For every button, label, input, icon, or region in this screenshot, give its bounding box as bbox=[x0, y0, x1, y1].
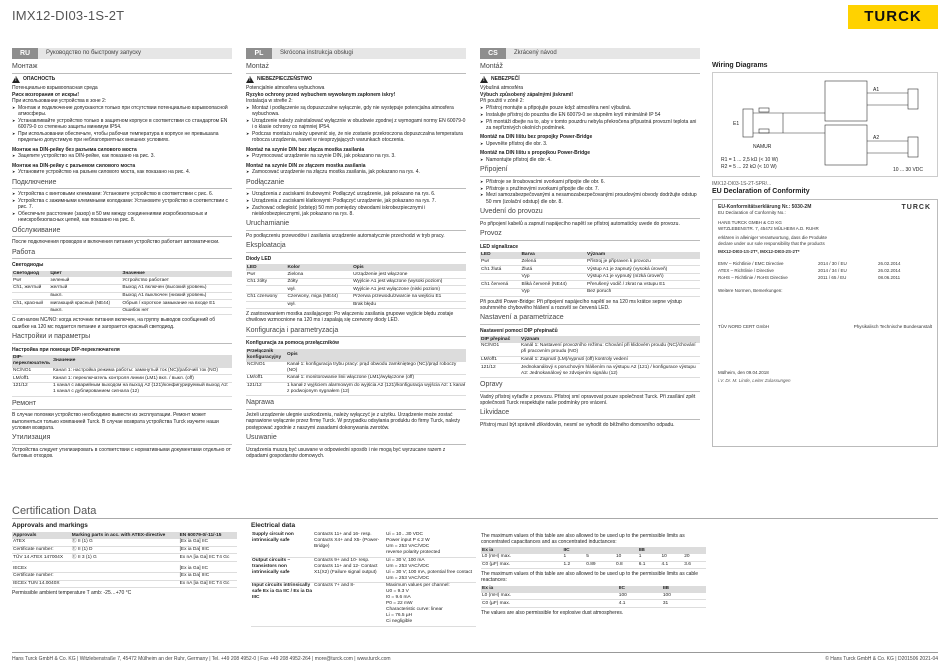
table-row: Ch1 žlutá Žlutá Výstup A1 je zapnutý (vysoká úroveň) bbox=[480, 266, 700, 274]
ops-note: Při použití Power-Bridge: Při připojení napájecího napětí se na 120 ms krátce sepne výstup souhrnného chybového hlášení a rozsvítí se červená LED. bbox=[480, 298, 682, 311]
list-item: ➤ Montaż i podłączenie są dopuszczalne wyłącznie, gdy nie występuje potencjalna atmosfera wybuchowa. bbox=[246, 105, 466, 118]
table-row: Ch1 czerwony Czerwony, miga (NE44) Przerwa przewodu/zwarcie na wejściu E1 bbox=[246, 293, 466, 301]
repair-heading: Opravy bbox=[480, 381, 700, 392]
settings-subheading: Konfiguracja za pomocą przełączników bbox=[246, 340, 340, 347]
table-row: Output circuits – transistors non intrinsically safe Contacts 9+ and 10- resp. Contacts 11+ and 12- Contact X1(X2) (Failure signal output) Ui = 30 V, 100 mA Um = 253 VAC/VDC Ui = 30 V; 100 mA, potential free contact Um = 253 VAC/VDC bbox=[251, 557, 476, 583]
list-item: ➤ Mezi samozabezpečovanými a nesamozabezpečovanými proudovými obvody dodržujte odstup 50 mm (izolační odstup) dle obr. 8. bbox=[480, 192, 700, 205]
connect-heading: Подключение bbox=[12, 179, 232, 190]
connect-heading: Připojení bbox=[480, 166, 700, 177]
danger-line: Potencjalnie atmosfera wybuchowa bbox=[246, 84, 325, 91]
table-row: ATEX Ⓔ II (1) G [Ex ia Ga] IIC bbox=[12, 539, 237, 546]
table-row: TÜV 14 ATEX 147004X Ⓔ II 3 (1) G Ex nA [ia Ga] IIC T4 Gc bbox=[12, 554, 237, 562]
danger-label: ! ОПАСНОСТЬ bbox=[12, 76, 232, 83]
table-row: IECEx [Ex ia Ga] IIC bbox=[12, 561, 237, 572]
table-row: L0 (mH) max. 1 5 10 1 10 20 bbox=[481, 554, 706, 561]
service-heading: Uruchamianie bbox=[246, 220, 466, 231]
wiring-diagram bbox=[712, 72, 938, 177]
list-item: ➤ Устройства с винтовыми клеммами: Установите устройство в соответствии с рис. 6. bbox=[12, 191, 232, 197]
dip-table: DIP-переключатель Значение NC/NO1 Канал 1: настройка режима работы: замкнутый ток (NC)/рабочий ток (NO) LM/off1 Канал 1: переключатель контроля линии (LM1) вкл. / выкл. (off) 121/12 1 канал с аварийным выходом на выход A2 (121)/конфигурируемый выход A2: 1 канал с дублированием сигнала (12) bbox=[12, 355, 232, 397]
eu-notified: Weitere Normen, Bemerkungen: bbox=[718, 288, 783, 294]
footer-copyright: © Hans Turck GmbH & Co. KG | D201506 2021-04 bbox=[825, 656, 938, 662]
settings-heading: Nastavení a parametrizace bbox=[480, 314, 700, 325]
table-row: Vyp Bez poruch bbox=[480, 289, 700, 297]
montage-heading: Montáž bbox=[480, 63, 700, 74]
table-row: Vyp Výstup A1 je vypnutý (nízká úroveň) bbox=[480, 273, 700, 281]
mount2-heading: Montáž na DIN lištu s propojkou Power-Bridge bbox=[480, 150, 591, 156]
namur-label: NAMUR bbox=[753, 144, 772, 150]
repair-text: В случае поломки устройство необходимо вывести из эксплуатации. Ремонт может выполняться только компанией Turck. В случае возврата устройства Turck изучите наши условия возврата. bbox=[12, 412, 219, 431]
service-text: После подключения проводов и включения питания устройство работает автоматически. bbox=[12, 239, 220, 246]
eu-heading-en: EU Declaration of Conformity No.: bbox=[718, 210, 786, 216]
approvals-section bbox=[12, 522, 237, 597]
danger-line: Потенциально взрывоопасная среда bbox=[12, 84, 98, 91]
repair-heading: Naprawa bbox=[246, 399, 466, 410]
lang-subtitle: Zkrácený návod bbox=[514, 49, 557, 56]
danger-line: Instalacja w strefie 2: bbox=[246, 98, 293, 105]
table-row: wył. Wyjście A1 jest wyłączone (niski poziom) bbox=[246, 286, 466, 294]
repair-text: Vadný přístroj vyřaďte z provozu. Přístroj smí opravovat pouze společnost Turck. Při zasílání zpět společnosti Turck respektujte naše podmínky pro vrácení. bbox=[480, 393, 696, 406]
settings-heading: Konfiguracja i parametryzacja bbox=[246, 327, 466, 338]
danger-label: ! NIEBEZPIECZEŃSTWO bbox=[246, 76, 466, 83]
list-item: ➤ При использовании обеспечьте, чтобы рабочая температура в корпусе не превышала предельно допустимую при неблагоприятных внешних условиях. bbox=[12, 131, 232, 144]
ops-heading: Provoz bbox=[480, 230, 700, 241]
eu-signature: i.V. Dr. M. Linde, Leiter Zulassungen bbox=[718, 378, 791, 384]
list-item: ➤ Устройства с зажимными клеммными колодками: Установите устройство в соответствии с рис. 7. bbox=[12, 198, 232, 211]
eu-place: Mülheim, den 09.04.2018 bbox=[718, 369, 769, 375]
a2-label: A2 bbox=[873, 135, 880, 141]
list-item: ➤ Обеспечьте расстояние (зазор) в 50 мм между соединениями искробезопасных и неискробезопасных цепей, как показано на рис. 8. bbox=[12, 211, 232, 224]
dip-table: Przełącznik konfiguracyjny Opis NC/NO1 Kanał 1: konfiguracja trybu pracy: prąd obwodu zamkniętego (NC)/prąd roboczy (NO) LM/off1 Kanał 1: monitorowanie linii włączone (LM1)/wyłączone (off) 121/12 1 kanał z wyjściem alarmowym do wyjścia A2 (121)/konfiguracja wyjścia A2: 1 kanał z podwojonym sygnałem (12) bbox=[247, 349, 465, 395]
led-table: Светодиод Цвет Значение Pwr зеленый Устройство работает Ch1, желтый желтый Выход A1 включен (высокий уровень) выкл. Выход A1 выключен (низкий уровень) Ch1, красный мигающий красный (NE44) Обрыв / короткое замыкание на входе E1 выкл. Ошибок нет bbox=[12, 271, 232, 316]
r2-label: R2 = 5 ... 22 kΩ (< 10 W) bbox=[721, 164, 777, 170]
connect-list bbox=[480, 179, 700, 205]
table-row: Pwr Zelená Přístroj je připraven k provozu bbox=[480, 259, 700, 266]
connect-heading: Podłączanie bbox=[246, 179, 466, 190]
table-row: Ch1, красный мигающий красный (NE44) Обрыв / короткое замыкание на входе E1 bbox=[12, 300, 232, 308]
table-row: LM/off1 Kanál 1: Zapnutí (LM)/vypnutí (off) kontroly vedení bbox=[480, 356, 700, 364]
mount2-heading: Монтаж на DIN-рейку с разъемом силового моста bbox=[12, 162, 136, 169]
service-text: Po podłączeniu przewodów i zasilania urządzenie automatycznie przechodzi w tryb pracy. bbox=[246, 233, 445, 239]
turck-logo: TURCK bbox=[848, 5, 938, 29]
danger-line: При использовании устройства в зоне 2: bbox=[12, 98, 107, 105]
table-row: LM/off1 Канал 1: переключатель контроля линии (LM1) вкл. / выкл. (off) bbox=[12, 375, 232, 383]
montage-heading: Монтаж bbox=[12, 63, 232, 74]
table-row: wył. Brak błędu bbox=[246, 301, 466, 309]
danger-line: Při použití v zóně 2: bbox=[480, 98, 524, 105]
warning-icon bbox=[480, 76, 488, 83]
list-item: ➤ Při montáži dbejte na to, aby v tomto pouzdru nebyla překročena přípustná provozní teplota ani za nepříznivých okolních podmínek. bbox=[480, 119, 700, 132]
electrical-title: Electrical data bbox=[251, 522, 296, 529]
lang-code: CS bbox=[480, 48, 506, 59]
maxv-text-2: The maximum values of this table are also allowed to be used up to the permissible limits as cable reactances: bbox=[481, 571, 699, 584]
eu-company: HANS TURCK GMBH & CO KG bbox=[718, 219, 782, 225]
eu-turck-logo: TURCK bbox=[901, 204, 931, 211]
connect-list bbox=[12, 191, 232, 223]
danger-line: Риск возгорания от искры! bbox=[12, 91, 79, 98]
eu-statement-en: declare under our sole responsibility that the products bbox=[718, 240, 825, 246]
danger-label: ! NEBEZPEČÍ bbox=[480, 76, 700, 83]
eu-directive-row: EMV – Richtlinie / EMC Directive 2014 / 30 / EU 26.02.2014 bbox=[718, 261, 901, 266]
ops-subheading: Diody LED bbox=[246, 256, 272, 262]
table-row: Certificate number: Ⓔ II (1) D [Ex ia Da] IIIC bbox=[12, 546, 237, 554]
document-title: IMX12-DI03-1S-2T bbox=[12, 8, 125, 23]
table-row: LM/off1 Kanał 1: monitorowanie linii włączone (LM1)/wyłączone (off) bbox=[246, 375, 466, 383]
connect-list bbox=[246, 191, 466, 217]
ops-heading: Eksploatacja bbox=[246, 242, 466, 253]
wiring-caption: IMX12-DI03-1S-2T-SPR/... bbox=[712, 181, 772, 187]
service-heading: Обслуживание bbox=[12, 227, 232, 238]
eu-product: IMX12-DI03-1S-2T*, IMX12-DI03-2S-2T* bbox=[718, 249, 800, 255]
settings-subheading: Nastavení pomocí DIP přepínačů bbox=[480, 327, 558, 334]
lang-bar-pl bbox=[246, 48, 466, 59]
ops-note: Z zastosowaniem mostka zasilającego: Po włączeniu zasilania grupowe wyjście błędu zostaje chwilowo wzmocnione na 120 ms i zapalają się czerwony diody LED. bbox=[246, 311, 454, 324]
lang-bar-cs bbox=[480, 48, 700, 59]
service-heading: Uvedení do provozu bbox=[480, 208, 700, 219]
table-row: Ch1 żółty Żółty Wyjście A1 jest włączone (wysoki poziom) bbox=[246, 278, 466, 286]
table-row: NC/NO1 Канал 1: настройка режима работы: замкнутый ток (NC)/рабочий ток (NO) bbox=[12, 368, 232, 375]
danger-line: Výbuch způsobený zápalnými jiskrami! bbox=[480, 91, 574, 98]
eu-decl-title: EU Declaration of Conformity bbox=[712, 188, 810, 195]
list-item: ➤ Namontujte přístroj dle obr. 4. bbox=[480, 157, 700, 163]
list-item: ➤ Urządzenia z zaciskami klatkowymi: Podłączyć urządzenie, jak pokazano na rys. 7. bbox=[246, 198, 466, 204]
list-item: ➤ Přístroje se šroubovacími svorkami připojte dle obr. 6. bbox=[480, 179, 700, 185]
mount1-heading: Montaż na szynie DIN bez złącza mostka zasilania bbox=[246, 146, 365, 153]
list-item: ➤ Установите устройство на разъем силового моста, как показано на рис. 4. bbox=[12, 169, 232, 175]
table-row: NC/NO1 Kanał 1: konfiguracja trybu pracy: prąd obwodu zamkniętego (NC)/prąd roboczy (NO) bbox=[246, 362, 466, 375]
ops-subheading: Светодиоды bbox=[12, 262, 44, 269]
eu-address: WITZLEBENSTR. 7, 45472 MÜLHEIM A.D. RUHR bbox=[718, 225, 819, 231]
list-item: ➤ Зацепите устройство на DIN-рейке, как показано на рис. 3. bbox=[12, 153, 232, 159]
table-row: Certificate number: [Ex ia Da] IIIC bbox=[12, 573, 237, 581]
electrical-section bbox=[251, 522, 476, 629]
eu-directive-row: RoHS – Richtlinie / RoHS Directive 2011 / 65 / EU 08.06.2011 bbox=[718, 274, 901, 280]
list-item: ➤ Przymocować urządzenie na szynie DIN, jak pokazano na rys. 3. bbox=[246, 153, 466, 159]
footer-address: Hans Turck GmbH & Co. KG | Witzlebenstraße 7, 45472 Mülheim an der Ruhr, Germany | Tel. +49 208 4952-0 | Fax +49 208 4952-264 | more@turck.com | www.turck.com bbox=[12, 656, 391, 662]
repair-heading: Ремонт bbox=[12, 400, 232, 411]
eu-body-2: Physikalisch Technische Bundesanstalt bbox=[853, 323, 932, 329]
dip-table: DIP přepínač Význam NC/NO1 Kanál 1: Nastavení provozního režimu: Chování při klidovém proudu (NC)/chování při pracovním proudu (NO) LM/off1 Kanál 1: Zapnutí (LM)/vypnutí (off) kontroly vedení 121/12 Jednokanálový s poruchovým hlášením na výstupu A2 (121) / konfigurace výstupu A2: Jednokanálový se zdvojením signálu (12) bbox=[480, 336, 700, 378]
mount1-heading: Монтаж на DIN-рейку без разъема силового моста bbox=[12, 146, 137, 153]
mount2-heading: Montaż na szynie DIN ze złączem mostka zasilania bbox=[246, 162, 366, 169]
warning-icon bbox=[12, 76, 20, 83]
danger-list bbox=[12, 105, 232, 144]
maxv-table-2: Ex ia IIC IIB L0 (mH) max. 100 100 C0 (µF) max. 4.1 31 bbox=[481, 586, 706, 608]
table-row: L0 (mH) max. 100 100 bbox=[481, 593, 706, 600]
table-row: выкл. Ошибок нет bbox=[12, 307, 232, 315]
danger-list bbox=[246, 105, 466, 144]
list-item: ➤ Монтаж и подключение допускаются только при отсутствии потенциально взрывоопасной атмосферы. bbox=[12, 105, 232, 118]
danger-line: Výbušná atmosféra bbox=[480, 84, 524, 91]
approvals-table: Approvals Marking parts in acc. with ATEX-directive EN 60079-0/-11/-15 ATEX Ⓔ II (1) G [Ex ia Ga] IIC Certificate number: Ⓔ II (1) D [Ex ia Da] IIIC TÜV 14 ATEX 147004X Ⓔ II 3 (1) G Ex nA [ia Ga] IIC T4 Gc IECEx [Ex ia Ga] IIC Certificate number: [Ex ia Da] IIIC IECEx TUN 14.0040X Ex nA [ia Ga] IIC T4 Gc bbox=[12, 532, 237, 588]
table-row: C0 (µF) max. 1.2 0.89 0.8 6.1 4.1 3.6 bbox=[481, 561, 706, 569]
led-table: LED Kolor Opis Pwr Zielona Urządzenie jest włączone Ch1 żółty Żółty Wyjście A1 jest włączone (wysoki poziom) wył. Wyjście A1 jest wyłączone (niski poziom) Ch1 czerwony Czerwony, miga (NE44) Przerwa przewodu/zwarcie na wejściu E1 wył. Brak błędu bbox=[246, 264, 466, 309]
disposal-text: Urządzenia muszą być usuwane w odpowiedni sposób i nie mogą być wyrzucane razem z odpadami gospodarstw domowych. bbox=[246, 446, 446, 459]
table-row: NC/NO1 Kanál 1: Nastavení provozního režimu: Chování při klidovém proudu (NC)/chování při pracovním proudu (NO) bbox=[480, 343, 700, 356]
max-values-section bbox=[481, 532, 706, 617]
volts-label: 10 ... 30 VDC bbox=[893, 167, 924, 173]
wiring-title: Wiring Diagrams bbox=[712, 62, 768, 69]
ops-note: С сигналом NC/NO: когда источник питания включен, на группу выводов сообщений об ошибке на 120 мс подается питание и загорается красный светодиод. bbox=[12, 317, 216, 330]
table-row: Pwr Zielona Urządzenie jest włączone bbox=[246, 271, 466, 278]
table-row: Ch1, желтый желтый Выход A1 включен (высокий уровень) bbox=[12, 285, 232, 293]
table-row: Ch1 červená Bliká červeně (NE44) Přerušený vodič / zkrat na vstupu E1 bbox=[480, 281, 700, 289]
eu-directive-row: ATEX – Richtlinie / Directive 2014 / 34 / EU 26.02.2014 bbox=[718, 267, 901, 273]
cert-title: Certification Data bbox=[12, 505, 97, 517]
eu-body-1: TÜV NORD CERT GmbH bbox=[718, 323, 770, 329]
r1-label: R1 = 1 ... 2,5 kΩ (< 10 W) bbox=[721, 157, 779, 163]
disposal-text: Přístroj musí být správně zlikvidován, nesmí se vyhodit do běžného domovního odpadu. bbox=[480, 421, 675, 428]
eu-declaration bbox=[712, 199, 938, 447]
list-item: ➤ Upevněte přístroj dle obr. 3. bbox=[480, 141, 700, 147]
table-row: Pwr зеленый Устройство работает bbox=[12, 277, 232, 284]
table-row: 121/12 1 канал с аварийным выходом на выход A2 (121)/конфигурируемый выход A2: 1 канал с дублированием сигнала (12) bbox=[12, 383, 232, 397]
lang-subtitle: Skrócona instrukcja obsługi bbox=[280, 49, 354, 56]
settings-subheading: Настройка при помощи DIP-переключателя bbox=[12, 346, 120, 353]
table-row: выкл. Выход A1 выключен (низкий уровень) bbox=[12, 292, 232, 300]
eu-heading: EU-Konformitätserklärung Nr.: 5030-2M bbox=[718, 204, 812, 210]
disposal-heading: Утилизация bbox=[12, 434, 232, 445]
montage-heading: Montaż bbox=[246, 63, 466, 74]
cert-divider bbox=[12, 518, 938, 519]
column-ru bbox=[12, 48, 232, 460]
disposal-heading: Usuwanie bbox=[246, 434, 466, 445]
disposal-text: Устройства следует утилизировать в соответствии с нормативными документами отдельно от бытовых отходов. bbox=[12, 446, 231, 460]
list-item: ➤ Zamocować urządzenie na złączu mostka zasilania, jak pokazano na rys. 4. bbox=[246, 169, 466, 175]
list-item: ➤ Zachować odległość (odstęp) 50 mm pomiędzy obwodami iskrobezpiecznymi i nieiskrobezpiecznymi, jak pokazano na rys. 8. bbox=[246, 205, 466, 218]
eu-statement: erklären in alleiniger Verantwortung, dass die Produkte bbox=[718, 235, 828, 241]
list-item: ➤ Přístroj montujte a připojujte pouze když atmosféra není výbušná. bbox=[480, 105, 700, 111]
lang-bar-ru bbox=[12, 48, 232, 59]
table-row: C0 (µF) max. 4.1 31 bbox=[481, 600, 706, 608]
table-row: Supply circuit non intrinsically safe Contacts 11+ and 16- resp. Contacts X4+ and X5- (Power-Bridge) Ui = 10…30 VDC Power input P ≤ 2 W Um = 253 VAC/VDC reverse polarity protected bbox=[251, 532, 476, 557]
list-item: ➤ Urządzenie należy zainstalować wyłącznie w obudowie zgodnej z wymogami normy EN 60079-0 i o klasie ochrony co najmniej IP54. bbox=[246, 118, 466, 131]
mount1-heading: Montáž na DIN lištu bez propojky Power-Bridge bbox=[480, 134, 593, 140]
disposal-heading: Likvidace bbox=[480, 409, 700, 420]
e1-label: E1 bbox=[733, 121, 740, 127]
list-item: ➤ Instalujte přístroj do pouzdra dle EN 60079-0 se stupněm krytí minimálně IP 54 bbox=[480, 112, 700, 118]
column-cs bbox=[480, 48, 700, 429]
column-pl bbox=[246, 48, 466, 460]
warning-icon bbox=[246, 76, 254, 83]
list-item: ➤ Přístroje s pružinovými svorkami připojte dle obr. 7. bbox=[480, 186, 700, 192]
approvals-title: Approvals and markings bbox=[12, 522, 88, 529]
electrical-table bbox=[251, 532, 476, 627]
list-item: ➤ Устанавливайте устройство только в защитном корпусе в соответствии со стандартом EN 60079-0 со степенью защиты минимум IP54. bbox=[12, 118, 232, 131]
table-row: Input circuits intrinsically safe Ex ia Ga IIC / Ex ia Da IIIC Contacts 7+ and 8- Maximum values per channel: U0 = 9.3 V I0 = 9.6 mA P0 = 22 mW Characteristic curve: linear Li = 76.5 µH Ci negligible bbox=[251, 583, 476, 626]
table-row: 121/12 Jednokanálový s poruchovým hlášením na výstupu A2 (121) / konfigurace výstupu A2: Jednokanálový se zdvojením signálu (12) bbox=[480, 364, 700, 378]
lang-subtitle: Руководство по быстрому запуску bbox=[46, 49, 141, 56]
lang-code: PL bbox=[246, 48, 272, 59]
settings-heading: Настройки и параметры bbox=[12, 333, 232, 344]
wiring-svg bbox=[713, 73, 939, 178]
led-table: LED Barva Význam Pwr Zelená Přístroj je připraven k provozu Ch1 žlutá Žlutá Výstup A1 je zapnutý (vysoká úroveň) Vyp Výstup A1 je vypnutý (nízká úroveň) Ch1 červená Bliká červeně (NE44) Přerušený vodič / zkrat na vstupu E1 Vyp Bez poruch bbox=[480, 252, 700, 297]
maxv-text-1: The maximum values of this table are also allowed to be used up to the permissible limits as concentrated capacitances and as concentrated inductances: bbox=[481, 532, 685, 545]
danger-line: Ryzyko ochrony przed wybuchem wywołanym zapłonem iskry! bbox=[246, 91, 396, 98]
list-item: ➤ Podczas montażu należy upewnić się, że nie zostanie przekroczona dopuszczalna temperatura robocza urządzenia, nawet w niesprzyjających warunkach otoczenia. bbox=[246, 131, 466, 144]
lang-code: RU bbox=[12, 48, 38, 59]
list-item: ➤ Urządzenia z zaciskami śrubowymi: Podłączyć urządzenie, jak pokazano na rys. 6. bbox=[246, 191, 466, 197]
danger-list bbox=[480, 105, 700, 131]
maxv-text-3: The values are also permissible for explosive dust atmospheres. bbox=[481, 609, 624, 616]
ops-heading: Работа bbox=[12, 249, 232, 260]
table-row: 121/12 1 kanał z wyjściem alarmowym do wyjścia A2 (121)/konfiguracja wyjścia A2: 1 kanał z podwojonym sygnałem (12) bbox=[247, 383, 465, 395]
repair-text: Jeżeli urządzenie ulegnie uszkodzeniu, należy wyłączyć je z użytku. Urządzenie może zostać naprawione wyłącznie przez firmę Turck. W przypadku odsyłania produktu do firmy Turck, należy postępować zgodnie z naszymi zasadami dokonywania zwrotów. bbox=[246, 412, 460, 431]
ambient-temp: Permissible ambient temperature T amb: -25…+70 °C bbox=[12, 590, 132, 597]
footer-divider bbox=[12, 652, 938, 653]
ops-subheading: LED signalizace bbox=[480, 243, 519, 250]
maxv-table-1: Ex ia IIC IIB L0 (mH) max. 1 5 10 1 10 20 C0 (µF) max. 1.2 0.89 0.8 6.1 4.1 3.6 bbox=[481, 547, 706, 569]
service-text: Po připojení kabelů a zapnutí napájecího napětí se přístroj automaticky uvede do provozu. bbox=[480, 220, 680, 227]
table-row: IECEx TUN 14.0040X Ex nA [ia Ga] IIC T4 Gc bbox=[12, 580, 237, 588]
a1-label: A1 bbox=[873, 87, 880, 93]
